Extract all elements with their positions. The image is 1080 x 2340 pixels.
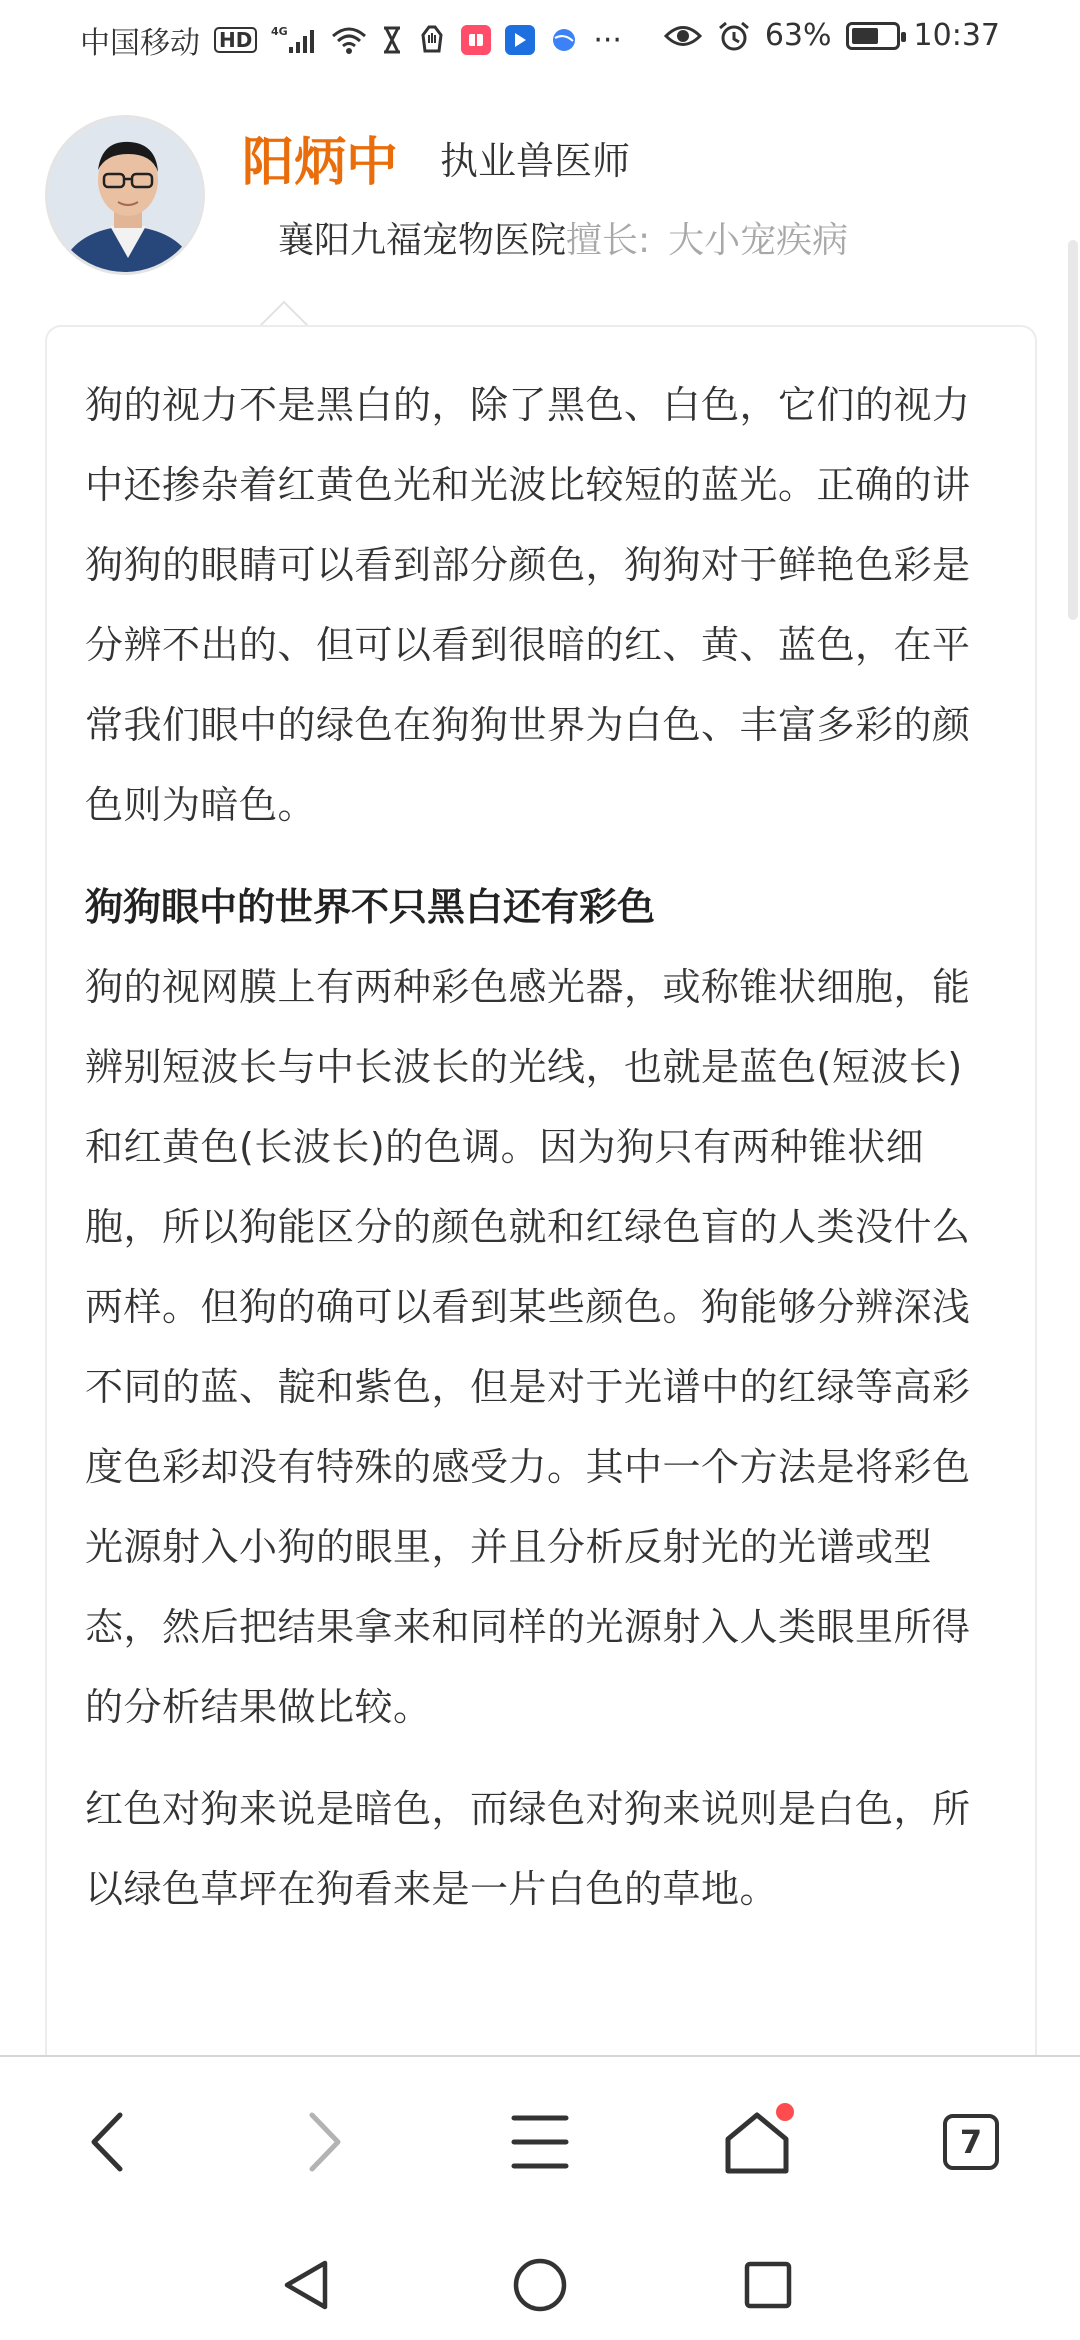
eye-icon (663, 21, 703, 51)
notification-dot (776, 2103, 794, 2121)
circle-home-icon (510, 2255, 570, 2315)
battery-icon (846, 22, 900, 50)
triangle-back-icon (279, 2257, 335, 2313)
hand-icon (417, 25, 447, 55)
carrier-name: 中国移动 (80, 26, 200, 61)
tab-count: 7 (943, 2114, 999, 2170)
system-home-button[interactable] (505, 2250, 575, 2320)
clock: 10:37 (913, 18, 1000, 53)
hospital-name: 襄阳九福宠物医院 (278, 220, 567, 261)
status-bar (0, 0, 1080, 75)
status-bar-left (80, 18, 622, 62)
more-notifications: ··· (593, 22, 622, 58)
chevron-left-icon (82, 2107, 132, 2177)
system-back-button[interactable] (272, 2250, 342, 2320)
browser-toolbar (0, 2055, 1080, 2225)
system-recents-button[interactable] (733, 2250, 803, 2320)
home-button[interactable] (712, 2097, 802, 2187)
answer-card (45, 325, 1037, 2125)
battery-fill (852, 28, 878, 44)
back-button[interactable] (62, 2097, 152, 2187)
blue-flag-app-icon (505, 25, 535, 55)
battery-percent: 63% (764, 18, 832, 53)
status-bar-right (663, 18, 1000, 53)
globe-app-icon (549, 25, 579, 55)
article-paragraph-1: 狗的视力不是黑白的，除了黑色、白色，它们的视力中还掺杂着红黄色光和光波比较短的蓝光。正确的讲狗狗的眼睛可以看到部分颜色，狗狗对于鲜艳色彩是分辨不出的、但可以看到很暗的红、黄、蓝色，在平常我们眼中的绿色在狗狗世界为白色、丰富多彩的颜色则为暗色。 (85, 383, 971, 827)
article-heading: 狗狗眼中的世界不只黑白还有彩色 (85, 885, 656, 929)
doctor-name[interactable]: 阳炳中 (242, 133, 399, 193)
network-type-label: 4G (271, 25, 289, 38)
doctor-avatar[interactable] (45, 115, 205, 275)
square-recents-icon (740, 2257, 796, 2313)
alarm-icon (717, 20, 751, 52)
red-book-app-icon (461, 25, 491, 55)
forward-button[interactable] (280, 2097, 370, 2187)
chevron-right-icon (300, 2107, 350, 2177)
system-navigation-bar (0, 2225, 1080, 2340)
signal-icon (271, 25, 317, 55)
wifi-icon (331, 25, 367, 55)
specialty-label: 擅长: (566, 220, 651, 261)
article-paragraph-3: 红色对狗来说是暗色，而绿色对狗来说则是白色，所以绿色草坪在狗看来是一片白色的草地。 (85, 1787, 971, 1911)
card-pointer (260, 300, 308, 326)
specialty-value: 大小宠疾病 (668, 220, 849, 261)
doctor-info-header (0, 100, 1080, 310)
article-paragraph-2: 狗的视网膜上有两种彩色感光器，或称锥状细胞，能辨别短波长与中长波长的光线，也就是蓝色(短波长)和红黄色(长波长)的色调。因为狗只有两种锥状细胞，所以狗能区分的颜色就和红绿色盲的人类没什么两样。但狗的确可以看到某些颜色。狗能够分辨深浅不同的蓝、靛和紫色，但是对于光谱中的红绿等高彩度色彩却没有特殊的感受力。其中一个方法是将彩色光源射入小狗的眼里，并且分析反射光的光谱或型态，然后把结果拿来和同样的光源射入人类眼里所得的分析结果做比较。 (85, 965, 971, 1729)
hd-badge: HD (214, 27, 257, 53)
hamburger-menu-icon (508, 2110, 572, 2174)
tabs-button[interactable] (926, 2097, 1016, 2187)
menu-button[interactable] (495, 2097, 585, 2187)
hourglass-icon (381, 25, 403, 55)
doctor-title: 执业兽医师 (440, 139, 631, 183)
doctor-hospital-line (278, 212, 848, 263)
